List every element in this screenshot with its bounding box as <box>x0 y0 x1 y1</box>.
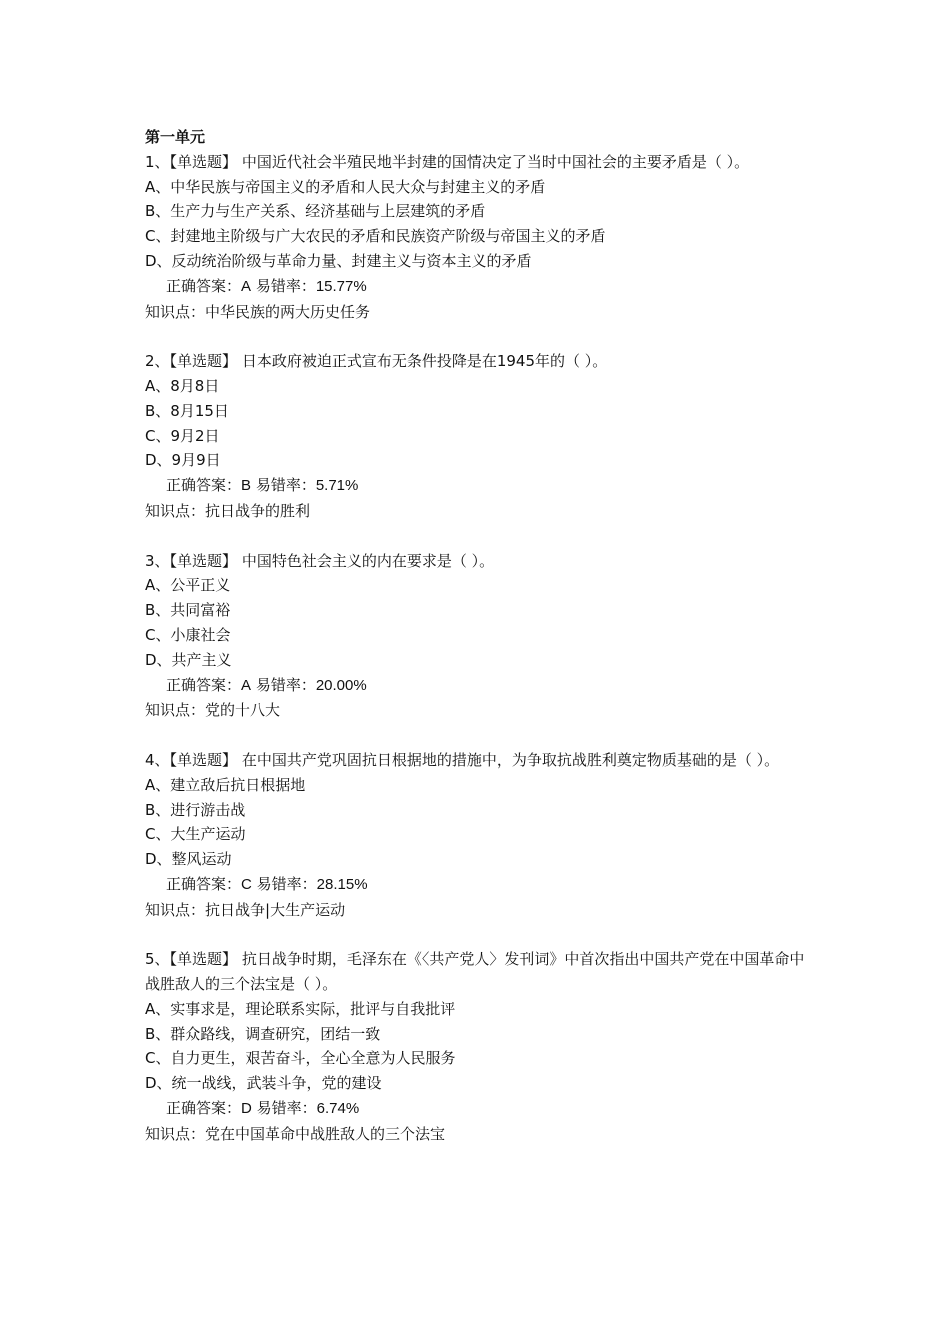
error-rate-label: 易错率： <box>256 1099 317 1118</box>
question-number: 3、 <box>145 551 170 570</box>
option-d: D、整风运动 <box>145 850 232 869</box>
option-b: B、进行游击战 <box>145 800 246 819</box>
answer-label: 正确答案： <box>166 675 242 694</box>
knowledge-label: 知识点： <box>145 1124 206 1143</box>
knowledge-value: 抗日战争|大生产运动 <box>205 900 346 919</box>
document-page <box>145 125 810 1171</box>
unit-title: 第一单元 <box>145 128 206 146</box>
question-text: 抗日战争时期，毛泽东在《〈共产党人〉发刊词》中首次指出中国共产党在中国革命中战胜敌人的三个法宝是（ ）。 <box>145 950 805 994</box>
knowledge-value: 抗日战争的胜利 <box>205 501 311 520</box>
option-c: C、大生产运动 <box>145 825 246 844</box>
option-c: C、封建地主阶级与广大农民的矛盾和民族资产阶级与帝国主义的矛盾 <box>145 227 606 246</box>
error-rate-value: 28.15% <box>316 875 368 893</box>
question-number: 1、 <box>145 152 170 171</box>
option-a: A、中华民族与帝国主义的矛盾和人民大众与封建主义的矛盾 <box>145 177 546 196</box>
answer-label: 正确答案： <box>166 276 242 295</box>
answer-line <box>145 274 810 300</box>
error-rate-label: 易错率： <box>255 675 316 694</box>
knowledge-label: 知识点： <box>145 501 206 520</box>
question-number: 4、 <box>145 750 170 769</box>
question-type: 【单选题】 <box>169 551 238 570</box>
option-a: A、实事求是，理论联系实际，批评与自我批评 <box>145 999 456 1018</box>
option-a: A、8月8日 <box>145 376 220 395</box>
knowledge-line <box>145 1122 810 1147</box>
knowledge-line <box>145 698 810 723</box>
question-item <box>145 349 810 524</box>
error-rate-label: 易错率： <box>255 276 316 295</box>
error-rate-value: 20.00% <box>315 676 367 694</box>
knowledge-label: 知识点： <box>145 701 206 720</box>
option-c: C、小康社会 <box>145 625 231 644</box>
question-type: 【单选题】 <box>169 352 238 371</box>
question-item <box>145 947 810 1146</box>
question-text: 中国近代社会半殖民地半封建的国情决定了当时中国社会的主要矛盾是（ ）。 <box>241 152 750 171</box>
option-c: C、自力更生，艰苦奋斗，全心全意为人民服务 <box>145 1049 456 1068</box>
answer-line <box>145 1096 810 1122</box>
question-stem <box>145 349 810 374</box>
option-b: B、生产力与生产关系、经济基础与上层建筑的矛盾 <box>145 202 486 221</box>
question-text: 中国特色社会主义的内在要求是（ ）。 <box>241 551 495 570</box>
knowledge-label: 知识点： <box>145 302 206 321</box>
knowledge-label: 知识点： <box>145 900 206 919</box>
answer-value: A <box>241 277 252 295</box>
question-stem <box>145 150 810 175</box>
error-rate-value: 6.74% <box>316 1100 360 1118</box>
question-text: 日本政府被迫正式宣布无条件投降是在1945年的（ ）。 <box>241 352 608 371</box>
question-type: 【单选题】 <box>169 950 238 969</box>
answer-label: 正确答案： <box>166 874 242 893</box>
answer-value: D <box>241 1100 252 1118</box>
answer-line <box>145 473 810 499</box>
option-a: A、建立敌后抗日根据地 <box>145 775 306 794</box>
answer-line <box>145 673 810 699</box>
option-a: A、公平正义 <box>145 576 231 595</box>
answer-value: A <box>241 676 252 694</box>
option-d: D、共产主义 <box>145 650 232 669</box>
option-b: B、8月15日 <box>145 401 229 420</box>
question-text: 在中国共产党巩固抗日根据地的措施中，为争取抗战胜利奠定物质基础的是（ ）。 <box>241 750 780 769</box>
answer-label: 正确答案： <box>166 476 242 495</box>
option-d: D、9月9日 <box>145 451 221 470</box>
question-stem <box>145 549 810 574</box>
question-number: 2、 <box>145 352 170 371</box>
question-stem <box>145 748 810 773</box>
answer-value: C <box>241 875 252 893</box>
error-rate-label: 易错率： <box>256 874 317 893</box>
option-b: B、群众路线，调查研究，团结一致 <box>145 1024 381 1043</box>
knowledge-line <box>145 898 810 923</box>
knowledge-line <box>145 300 810 325</box>
error-rate-value: 5.71% <box>315 477 359 495</box>
option-d: D、统一战线，武装斗争，党的建设 <box>145 1074 382 1093</box>
question-stem <box>145 947 810 997</box>
knowledge-line <box>145 499 810 524</box>
answer-value: B <box>241 477 252 495</box>
question-number: 5、 <box>145 950 170 969</box>
error-rate-value: 15.77% <box>315 277 367 295</box>
knowledge-value: 中华民族的两大历史任务 <box>205 302 371 321</box>
question-item <box>145 549 810 724</box>
option-d: D、反动统治阶级与革命力量、封建主义与资本主义的矛盾 <box>145 251 532 270</box>
knowledge-value: 党在中国革命中战胜敌人的三个法宝 <box>205 1124 446 1143</box>
answer-label: 正确答案： <box>166 1099 242 1118</box>
option-b: B、共同富裕 <box>145 601 231 620</box>
question-type: 【单选题】 <box>169 750 238 769</box>
question-item <box>145 748 810 923</box>
question-type: 【单选题】 <box>169 152 238 171</box>
option-c: C、9月2日 <box>145 426 220 445</box>
question-item <box>145 150 810 325</box>
error-rate-label: 易错率： <box>255 476 316 495</box>
answer-line <box>145 872 810 898</box>
knowledge-value: 党的十八大 <box>205 701 281 720</box>
